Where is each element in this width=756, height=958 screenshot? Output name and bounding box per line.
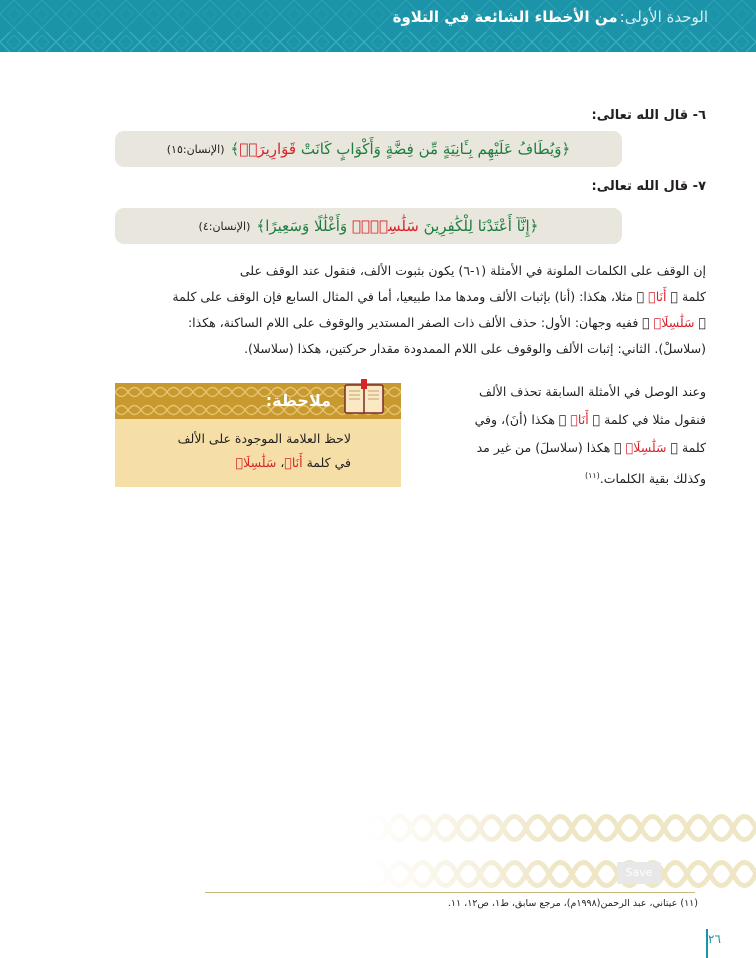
highlight-word: أَنَا۠ (648, 289, 667, 304)
verse-box-6 (115, 131, 622, 167)
paragraph-line: وعند الوصل في الأمثلة السابقة تحذف الألف (479, 384, 706, 399)
page-number: ٢٦ (708, 932, 721, 946)
verse-6-reference: (الإنسان:١٥) (166, 142, 225, 156)
note-body (115, 419, 401, 487)
note-word-ana: أَنَا۠ (284, 455, 303, 470)
header-title (0, 0, 756, 34)
verse-7-reference: (الإنسان:٤) (198, 219, 251, 233)
wasl-paragraph (414, 378, 706, 493)
note-text: لاحظ العلامة الموجودة على الألف في كلمة أَنَا۠، سَلَٰسِلَا۟ (177, 431, 351, 470)
note-word-salasila: سَلَٰسِلَا۟ (235, 455, 277, 470)
header-band (0, 0, 756, 52)
paragraph-line: ﴿ سَلَٰسِلَا۟ ﴾ ففيه وجهان: الأول: حذف الألف ذات الصفر المستدير والوقوف على اللام الساكنة، هكذا: (187, 315, 706, 330)
verse-bracket-open: ﴿ (561, 140, 571, 158)
paragraph-line: كلمة ﴿ سَلَٰسِلَا۟ ﴾ هكذا (سلاسلَ) من غير مد (476, 440, 706, 455)
paragraph-line: (سلاسلْ). الثاني: إثبات الألف والوقوف على اللام الممدودة مقدار حركتين، هكذا (سلاسلا). (244, 341, 706, 356)
example-7-label: ٧- قال الله تعالى: (591, 179, 706, 194)
highlight-word: سَلَٰسِلَا۟ (625, 440, 667, 455)
paragraph-line: فنقول مثلا في كلمة ﴿ أَنَا۠ ﴾ هكذا (أنَ)، وفي (474, 412, 706, 427)
highlight-word: سَلَٰسِلَا۟ (653, 315, 695, 330)
note-title: ملاحظة: (265, 391, 331, 410)
paragraph-line: كلمة ﴿ أَنَا۠ ﴾ مثلا، هكذا: (أنا) بإثبات الألف ومدها مدا طبيعيا، أما في المثال السابع فإن الوقف على كلمة (172, 289, 706, 304)
unit-title: من الأخطاء الشائعة في التلاوة (392, 8, 618, 26)
verse-7-text-b: وَأَغْلَٰلًا وَسَعِيرًا (265, 217, 348, 235)
note-box (115, 383, 401, 487)
footnote-divider (205, 892, 695, 893)
verse-bracket-open: ﴿ (529, 217, 539, 235)
decorative-ornament (365, 805, 756, 895)
paragraph-line: وكذلك بقية الكلمات.$^{(١١)}$ (584, 471, 706, 487)
verse-box-7 (115, 208, 622, 244)
explanation-paragraph (48, 258, 706, 362)
footnote-marker: (١١) (584, 471, 600, 480)
verse-6-highlight: قَوَارِيرَا۠ (239, 140, 297, 158)
verse-7-text-a: إِنَّآ أَعْتَدْنَا لِلْكَٰفِرِينَ (423, 217, 530, 235)
example-6-label: ٦- قال الله تعالى: (591, 108, 706, 123)
verse-7-highlight: سَلَٰسِلَا۟ (351, 217, 419, 235)
save-watermark: Save (617, 862, 661, 884)
highlight-word: أَنَا۠ (570, 412, 589, 427)
verse-6-text: وَيُطَافُ عَلَيْهِم بِـَٔانِيَةٍ مِّن فِضَّةٍ وَأَكْوَابٍ كَانَتْ (300, 140, 562, 158)
verse-bracket-close: ﴾ (230, 140, 240, 158)
book-icon (341, 379, 387, 417)
unit-label: الوحدة الأولى: (619, 8, 708, 26)
verse-bracket-close: ﴾ (256, 217, 266, 235)
paragraph-line: إن الوقف على الكلمات الملونة في الأمثلة (١-٦) يكون بثبوت الألف، فنقول عند الوقف على (239, 263, 706, 278)
footnote: (١١) عيتاني، عبد الرحمن(١٩٩٨م)، مرجع سابق، ط١، ص١٢، ١١. (447, 898, 698, 909)
